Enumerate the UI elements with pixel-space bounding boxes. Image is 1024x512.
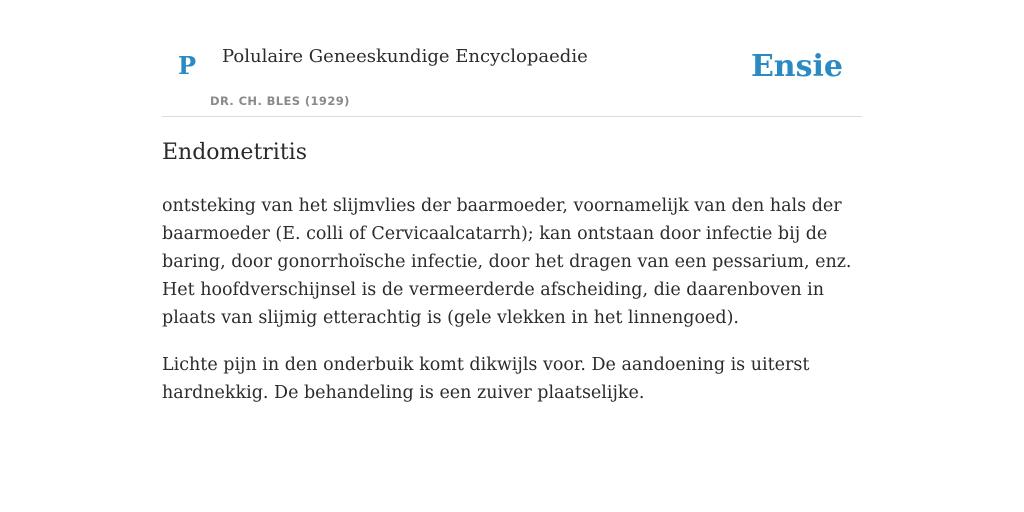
- brand-logo[interactable]: Ensie: [750, 49, 843, 84]
- publication-title[interactable]: Polulaire Geneeskundige Encyclopaedie: [222, 46, 588, 67]
- page-container: [162, 0, 862, 403]
- publication-logo[interactable]: P: [178, 51, 197, 80]
- entry-title: Endometritis: [162, 140, 307, 165]
- header: [162, 0, 862, 117]
- publication-author: DR. CH. BLES (1929): [210, 94, 350, 108]
- entry-paragraph: ontsteking van het slijmvlies der baarmoeder, voornamelijk van den hals der baarmoeder (E. colli of Cervicaalcatarrh); kan ontstaan door infectie bij de baring, door gonorrhoïsche infectie, door het dragen van een pessarium, enz. Het hoofdverschijnsel is de vermeerderde afscheiding, die daarenboven in plaats van slijmig etterachtig is (gele vlekken in het linnengoed).: [162, 196, 852, 328]
- entry-paragraph: Lichte pijn in den onderbuik komt dikwijls voor. De aandoening is uiterst hardnekkig. De behandeling is een zuiver plaatselijke.: [162, 355, 810, 403]
